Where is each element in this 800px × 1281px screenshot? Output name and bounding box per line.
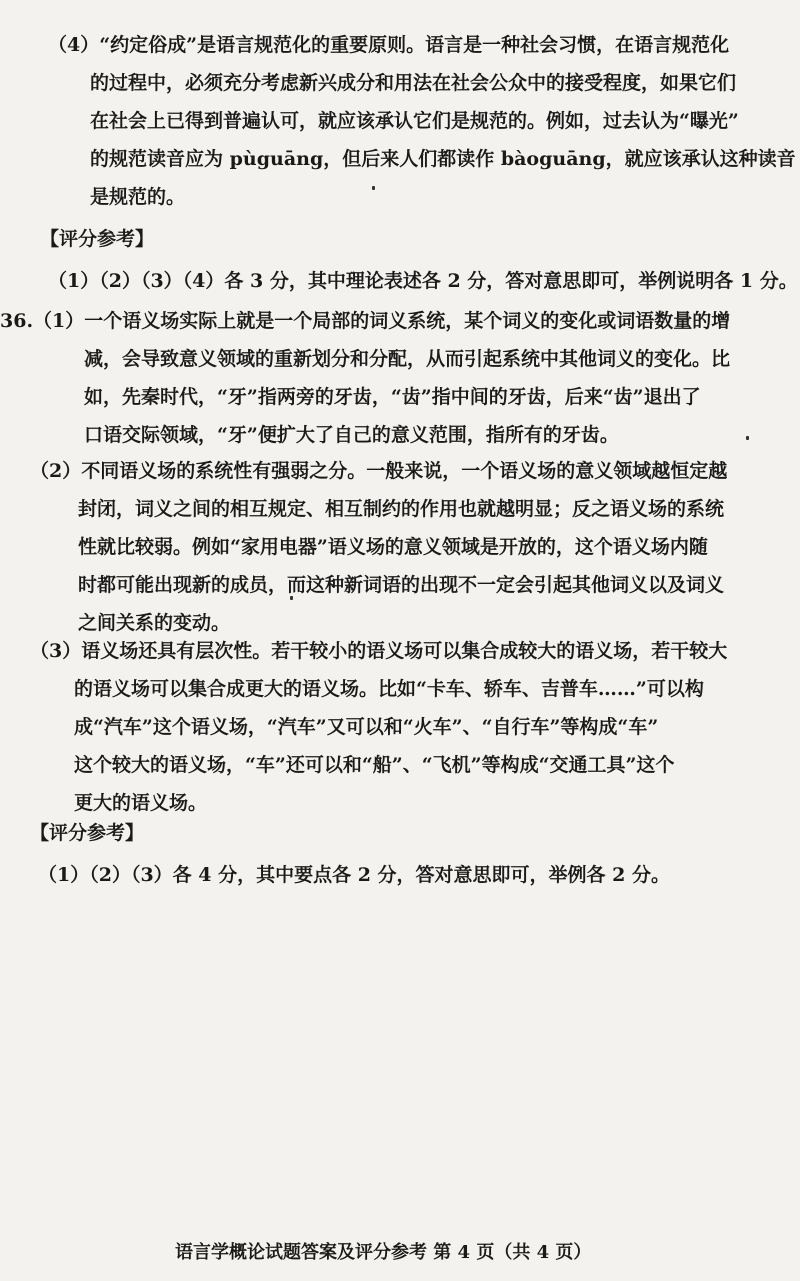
- text-line: （4）“约定俗成”是语言规范化的重要原则。语言是一种社会习惯，在语言规范化: [48, 34, 730, 56]
- text-line: 性就比较弱。例如“家用电器”语义场的意义领域是开放的，这个语义场内随: [78, 536, 708, 558]
- text-line: 时都可能出现新的成员，而这种新词语的出现不一定会引起其他词义以及词义: [78, 574, 725, 596]
- item-36-2: [30, 452, 727, 642]
- text-line: 这个较大的语义场，“车”还可以和“船”、“飞机”等构成“交通工具”这个: [74, 754, 675, 776]
- scoring-heading-35: 【评分参考】: [40, 228, 155, 250]
- text-line: 是规范的。: [90, 186, 186, 208]
- page-footer: 语言学概论试题答案及评分参考 第 4 页（共 4 页）: [175, 1242, 592, 1263]
- text-line: 更大的语义场。: [74, 792, 208, 814]
- text-line: 的过程中，必须充分考虑新兴成分和用法在社会公众中的接受程度，如果它们: [90, 72, 737, 94]
- text-line: 成“汽车”这个语义场，“汽车”又可以和“火车”、“自行车”等构成“车”: [74, 716, 659, 738]
- text-line: 的语义场可以集合成更大的语义场。比如“卡车、轿车、吉普车……”可以构: [74, 678, 704, 700]
- text-line: 的规范读音应为 pùguāng，但后来人们都读作 bàoguāng，就应该承认这种读音: [90, 148, 796, 170]
- text-line: 口语交际领域，“牙”便扩大了自己的意义范围，指所有的牙齿。: [84, 424, 619, 446]
- text-line: 减，会导致意义领域的重新划分和分配，从而引起系统中其他词义的变化。比: [84, 348, 731, 370]
- text-line: （2）不同语义场的系统性有强弱之分。一般来说，一个语义场的意义领域越恒定越: [30, 460, 728, 482]
- scan-speck: [290, 596, 293, 600]
- item-36-1: [0, 302, 730, 454]
- text-line: 如，先秦时代，“牙”指两旁的牙齿，“齿”指中间的牙齿，后来“齿”退出了: [84, 386, 701, 408]
- scan-speck: [746, 436, 749, 440]
- text-line: 之间关系的变动。: [78, 612, 231, 634]
- text-line: （3）语义场还具有层次性。若干较小的语义场可以集合成较大的语义场，若干较大: [30, 640, 728, 662]
- scoring-heading-36: 【评分参考】: [30, 822, 145, 844]
- item-36-3: [30, 632, 727, 822]
- item-35-4: [48, 26, 796, 216]
- text-line: 在社会上已得到普遍认可，就应该承认它们是规范的。例如，过去认为“曝光”: [90, 110, 739, 132]
- scoring-text-36: （1）（2）（3）各 4 分，其中要点各 2 分，答对意思即可，举例各 2 分。: [38, 864, 671, 886]
- text-line: 36.（1）一个语义场实际上就是一个局部的词义系统，某个词义的变化或词语数量的增: [0, 310, 731, 332]
- text-line: 封闭，词义之间的相互规定、相互制约的作用也就越明显；反之语义场的系统: [78, 498, 725, 520]
- scan-speck: [372, 186, 375, 190]
- scoring-text-35: （1）（2）（3）（4）各 3 分，其中理论表述各 2 分，答对意思即可，举例说明各 1 分。: [48, 270, 798, 292]
